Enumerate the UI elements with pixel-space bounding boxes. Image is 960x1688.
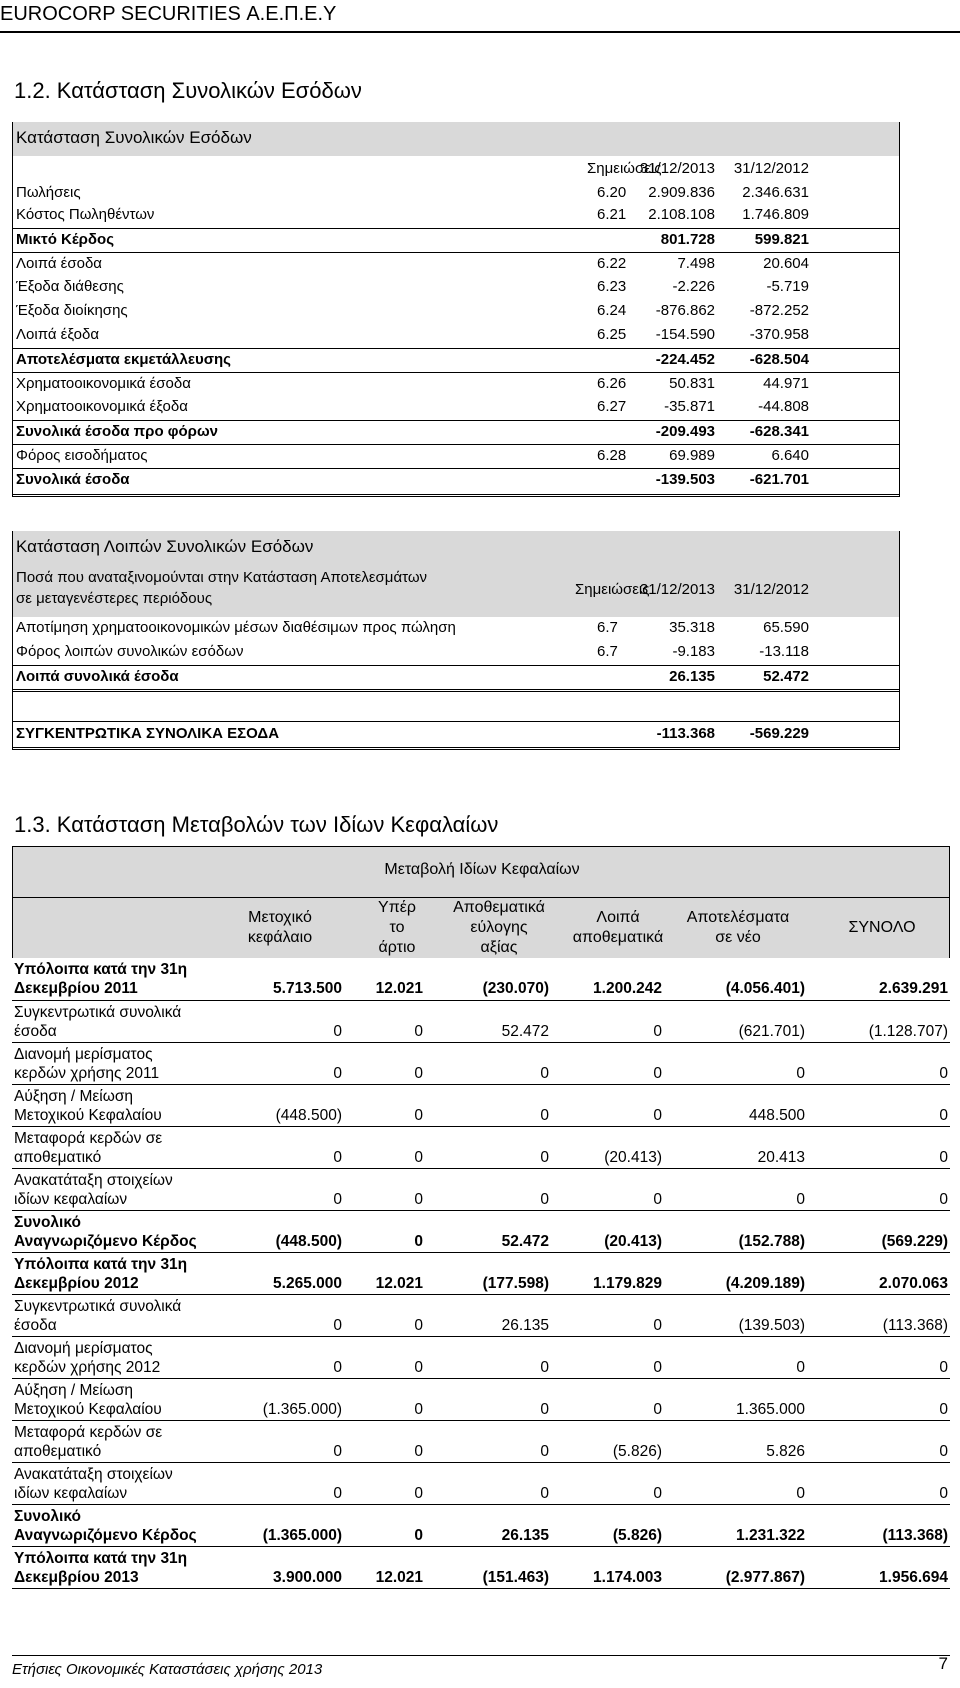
row-label-line-1: Συγκεντρωτικά συνολικά bbox=[14, 1004, 182, 1021]
table-row bbox=[13, 641, 899, 665]
row-value: 0 bbox=[939, 1107, 948, 1124]
row-label: Συνολικά έσοδα bbox=[16, 471, 130, 488]
total-row bbox=[13, 665, 899, 690]
other-income-table bbox=[12, 531, 900, 750]
equity-row bbox=[12, 1042, 950, 1085]
row-value: 0 bbox=[414, 1065, 423, 1082]
row-label: Μικτό Κέρδος bbox=[16, 231, 114, 248]
grand-total-value-2012: -569.229 bbox=[749, 725, 809, 742]
column-header: το bbox=[389, 919, 405, 936]
header-rule bbox=[0, 31, 960, 33]
equity-row bbox=[12, 1252, 950, 1295]
section-title-equity: 1.3. Κατάσταση Μεταβολών των Ιδίων Κεφαλαίων bbox=[14, 812, 499, 837]
equity-row bbox=[12, 1378, 950, 1421]
row-note: 6.24 bbox=[597, 302, 627, 319]
column-header: Αποτελέσματα bbox=[686, 909, 790, 926]
row-value: 0 bbox=[414, 1023, 423, 1040]
table-row bbox=[13, 204, 899, 228]
row-label-line-2: αποθεματικό bbox=[14, 1149, 102, 1166]
row-label-line-1: Υπόλοιπα κατά την 31η bbox=[14, 1550, 188, 1567]
grand-total-row bbox=[13, 721, 899, 748]
row-label: Πωλήσεις bbox=[16, 184, 81, 201]
row-value: 0 bbox=[653, 1359, 662, 1376]
row-label: Συνολικά έσοδα προ φόρων bbox=[16, 423, 218, 440]
row-value: 1.956.694 bbox=[879, 1569, 948, 1586]
row-label: Φόρος εισοδήματος bbox=[16, 447, 148, 464]
row-value-2012: -628.341 bbox=[749, 423, 809, 440]
row-label: Λοιπά έσοδα bbox=[16, 255, 102, 272]
column-header: Σημειώσεις bbox=[587, 160, 662, 177]
row-value: (1.365.000) bbox=[262, 1401, 342, 1418]
table-row bbox=[13, 252, 899, 277]
table-row bbox=[13, 300, 899, 324]
row-label-line-2: Αναγνωριζόμενο Κέρδος bbox=[14, 1527, 197, 1544]
row-value-2012: 44.971 bbox=[763, 375, 809, 392]
equity-row bbox=[12, 1294, 950, 1337]
row-value: 2.070.063 bbox=[879, 1275, 948, 1292]
row-label-line-1: Αύξηση / Μείωση bbox=[14, 1088, 134, 1105]
row-value-2012: -628.504 bbox=[749, 351, 809, 368]
row-value: 52.472 bbox=[501, 1023, 549, 1040]
row-value: 448.500 bbox=[748, 1107, 805, 1124]
row-value: 0 bbox=[414, 1149, 423, 1166]
row-label: Λοιπά έξοδα bbox=[16, 326, 100, 343]
row-label-line-1: Διανομή μερίσματος bbox=[14, 1046, 153, 1063]
row-value: 0 bbox=[333, 1023, 342, 1040]
row-value: (5.826) bbox=[612, 1527, 662, 1544]
row-value: (113.368) bbox=[882, 1527, 948, 1544]
column-header: Λοιπά bbox=[596, 909, 640, 926]
table-title bbox=[13, 531, 899, 565]
grand-total-label: ΣΥΓΚΕΝΤΡΩΤΙΚΑ ΣΥΝΟΛΙΚΑ ΕΣΟΔΑ bbox=[16, 725, 280, 742]
equity-title: Μεταβολή Ιδίων Κεφαλαίων bbox=[384, 861, 580, 878]
row-value: 0 bbox=[414, 1527, 423, 1544]
row-value-2013: 2.108.108 bbox=[648, 206, 715, 223]
row-value: 0 bbox=[540, 1107, 549, 1124]
row-value: 0 bbox=[540, 1485, 549, 1502]
row-label-line-2: κερδών χρήσης 2011 bbox=[14, 1065, 160, 1082]
row-value: (4.209.189) bbox=[725, 1275, 805, 1292]
row-value: 26.135 bbox=[501, 1527, 549, 1544]
row-note: 6.7 bbox=[597, 643, 618, 660]
row-label-line-1: Διανομή μερίσματος bbox=[14, 1340, 153, 1357]
column-header: εύλογης bbox=[470, 919, 528, 936]
row-value-2012: -370.958 bbox=[749, 326, 809, 343]
total-value-2012: 52.472 bbox=[763, 668, 809, 685]
row-note: 6.21 bbox=[597, 206, 627, 223]
row-label: Έξοδα διοίκησης bbox=[16, 302, 128, 319]
footer-rule bbox=[12, 1655, 950, 1656]
row-value: 1.179.829 bbox=[593, 1275, 662, 1292]
row-value: (20.413) bbox=[604, 1149, 662, 1166]
table-row bbox=[13, 372, 899, 397]
row-value: 52.472 bbox=[501, 1233, 549, 1250]
column-header: 31/12/2012 bbox=[733, 581, 809, 598]
table-row bbox=[13, 396, 899, 420]
row-label: Αποτελέσματα εκμετάλλευσης bbox=[16, 351, 231, 368]
row-value: 12.021 bbox=[375, 980, 423, 997]
row-value: (2.977.867) bbox=[725, 1569, 805, 1586]
table-title-text: Κατάσταση Συνολικών Εσόδων bbox=[16, 128, 252, 147]
row-value: 0 bbox=[414, 1317, 423, 1334]
row-note: 6.27 bbox=[597, 398, 627, 415]
row-value: (139.503) bbox=[738, 1317, 805, 1334]
row-label-line-2: έσοδα bbox=[14, 1317, 57, 1334]
row-value: (230.070) bbox=[482, 980, 549, 997]
row-value-2013: -876.862 bbox=[655, 302, 715, 319]
row-value: (1.365.000) bbox=[262, 1527, 342, 1544]
row-note: 6.22 bbox=[597, 255, 627, 272]
row-value: 2.639.291 bbox=[879, 980, 948, 997]
row-value: 0 bbox=[939, 1401, 948, 1418]
row-value: 0 bbox=[414, 1485, 423, 1502]
row-value: 0 bbox=[333, 1443, 342, 1460]
column-header-row bbox=[13, 156, 899, 182]
row-value: 0 bbox=[939, 1149, 948, 1166]
row-value: 0 bbox=[333, 1065, 342, 1082]
row-value: 0 bbox=[414, 1191, 423, 1208]
row-label-line-1: Μεταφορά κερδών σε bbox=[14, 1424, 163, 1441]
row-label-line-2: Αναγνωριζόμενο Κέρδος bbox=[14, 1233, 197, 1250]
table-row bbox=[13, 182, 899, 204]
column-header: άρτιο bbox=[378, 939, 416, 956]
row-value: 0 bbox=[333, 1191, 342, 1208]
column-header: Αποθεματικά bbox=[453, 899, 545, 916]
row-value: 0 bbox=[540, 1401, 549, 1418]
column-header: 31/12/2013 bbox=[639, 160, 715, 177]
row-value: (621.701) bbox=[738, 1023, 805, 1040]
income-statement-table bbox=[12, 122, 900, 497]
row-label-line-1: Υπόλοιπα κατά την 31η bbox=[14, 1256, 188, 1273]
row-value: (177.598) bbox=[482, 1275, 549, 1292]
row-value: 5.826 bbox=[766, 1443, 805, 1460]
row-label-line-1: Συγκεντρωτικά συνολικά bbox=[14, 1298, 182, 1315]
row-value-2012: -13.118 bbox=[759, 643, 809, 660]
row-value: 0 bbox=[540, 1443, 549, 1460]
equity-row bbox=[12, 1000, 950, 1043]
row-label-line-2: έσοδα bbox=[14, 1023, 57, 1040]
equity-row bbox=[12, 1420, 950, 1463]
column-header: κεφάλαιο bbox=[247, 929, 313, 946]
row-value: 12.021 bbox=[375, 1569, 423, 1586]
row-value-2013: -9.183 bbox=[672, 643, 715, 660]
equity-changes-table bbox=[12, 846, 950, 1590]
row-value-2012: -621.701 bbox=[749, 471, 809, 488]
row-value: 20.413 bbox=[757, 1149, 805, 1166]
row-value-2013: 801.728 bbox=[660, 231, 715, 248]
row-value: (569.229) bbox=[881, 1233, 948, 1250]
row-value-2012: -5.719 bbox=[766, 278, 809, 295]
subheader-line-1: Ποσά που αναταξινομούνται στην Κατάσταση Αποτελεσμάτων bbox=[16, 569, 428, 586]
page-number: 7 bbox=[938, 1654, 948, 1673]
row-label-line-1: Αύξηση / Μείωση bbox=[14, 1382, 134, 1399]
row-value: 5.713.500 bbox=[273, 980, 342, 997]
row-value: 0 bbox=[540, 1359, 549, 1376]
row-value-2012: 6.640 bbox=[771, 447, 809, 464]
row-label-line-1: Υπόλοιπα κατά την 31η bbox=[14, 961, 188, 978]
row-label-line-2: Μετοχικού Κεφαλαίου bbox=[14, 1107, 162, 1124]
row-label: Φόρος λοιπών συνολικών εσόδων bbox=[16, 643, 244, 660]
equity-row bbox=[12, 1504, 950, 1547]
row-note: 6.7 bbox=[597, 619, 618, 636]
row-value: 0 bbox=[333, 1485, 342, 1502]
row-value: 0 bbox=[939, 1359, 948, 1376]
equity-row bbox=[12, 1336, 950, 1379]
row-value-2013: 35.318 bbox=[669, 619, 715, 636]
row-value: (4.056.401) bbox=[725, 980, 805, 997]
row-label-line-1: Συνολικό bbox=[14, 1508, 81, 1525]
total-label: Λοιπά συνολικά έσοδα bbox=[16, 668, 179, 685]
total-value-2013: 26.135 bbox=[669, 668, 715, 685]
row-value: 0 bbox=[939, 1443, 948, 1460]
row-value: 0 bbox=[414, 1233, 423, 1250]
row-label-line-1: Ανακατάταξη στοιχείων bbox=[14, 1466, 173, 1483]
equity-row bbox=[12, 1462, 950, 1505]
subheader-row bbox=[13, 565, 899, 617]
row-value: 0 bbox=[414, 1443, 423, 1460]
row-value: 0 bbox=[333, 1359, 342, 1376]
row-label-line-2: ιδίων κεφαλαίων bbox=[14, 1485, 128, 1502]
row-value: (151.463) bbox=[482, 1569, 549, 1586]
row-value: 0 bbox=[796, 1191, 805, 1208]
row-value-2013: 69.989 bbox=[669, 447, 715, 464]
row-value-2013: -139.503 bbox=[655, 471, 715, 488]
table-row bbox=[13, 444, 899, 469]
row-value: 5.265.000 bbox=[273, 1275, 342, 1292]
row-value: 0 bbox=[653, 1191, 662, 1208]
row-label-line-2: Μετοχικού Κεφαλαίου bbox=[14, 1401, 162, 1418]
row-value: (113.368) bbox=[882, 1317, 948, 1334]
row-label-line-2: Δεκεμβρίου 2012 bbox=[14, 1275, 139, 1292]
row-value: 0 bbox=[796, 1359, 805, 1376]
row-label-line-1: Συνολικό bbox=[14, 1214, 81, 1231]
row-label-line-1: Μεταφορά κερδών σε bbox=[14, 1130, 163, 1147]
row-value-2012: 20.604 bbox=[763, 255, 809, 272]
row-value: 0 bbox=[653, 1401, 662, 1418]
footer-text: Ετήσιες Οικονομικές Καταστάσεις χρήσης 2013 bbox=[12, 1661, 323, 1678]
equity-row bbox=[12, 1210, 950, 1253]
row-value-2013: -35.871 bbox=[664, 398, 715, 415]
row-value: 0 bbox=[653, 1107, 662, 1124]
row-value: 0 bbox=[414, 1107, 423, 1124]
row-value-2013: 50.831 bbox=[669, 375, 715, 392]
subheader-line-2: σε μεταγενέστερες περιόδους bbox=[16, 590, 213, 607]
row-label-line-2: Δεκεμβρίου 2013 bbox=[14, 1569, 139, 1586]
row-value: 3.900.000 bbox=[273, 1569, 342, 1586]
row-value: 0 bbox=[796, 1485, 805, 1502]
company-name: EUROCORP SECURITIES Α.Ε.Π.Ε.Υ bbox=[0, 3, 337, 25]
table-title-text: Κατάσταση Λοιπών Συνολικών Εσόδων bbox=[16, 537, 314, 556]
column-header: αξίας bbox=[480, 939, 518, 956]
row-value: (1.128.707) bbox=[868, 1023, 948, 1040]
table-row bbox=[13, 228, 899, 253]
row-value-2013: 2.909.836 bbox=[648, 184, 715, 201]
row-value-2013: -2.226 bbox=[672, 278, 715, 295]
row-label: Αποτίμηση χρηματοοικονομικών μέσων διαθέσιμων προς πώληση bbox=[16, 619, 456, 636]
row-value: 0 bbox=[540, 1149, 549, 1166]
row-value-2012: 1.746.809 bbox=[742, 206, 809, 223]
column-header: 31/12/2012 bbox=[733, 160, 809, 177]
equity-row bbox=[12, 1168, 950, 1211]
equity-row bbox=[12, 1126, 950, 1169]
table-row bbox=[13, 420, 899, 445]
equity-row bbox=[12, 1084, 950, 1127]
row-value: 26.135 bbox=[501, 1317, 549, 1334]
column-header: σε νέο bbox=[715, 929, 761, 946]
row-value-2012: 2.346.631 bbox=[742, 184, 809, 201]
row-value: (20.413) bbox=[604, 1233, 662, 1250]
row-label-line-2: κερδών χρήσης 2012 bbox=[14, 1359, 161, 1376]
equity-row bbox=[12, 958, 950, 1000]
grand-total-bottom-rule bbox=[13, 747, 899, 750]
table-row bbox=[13, 324, 899, 348]
row-note: 6.20 bbox=[597, 184, 627, 201]
row-label: Χρηματοοικονομικά έσοδα bbox=[16, 375, 191, 392]
row-label: Κόστος Πωληθέντων bbox=[16, 206, 155, 223]
column-header: Υπέρ bbox=[378, 899, 416, 916]
grand-total-value-2013: -113.368 bbox=[656, 725, 715, 742]
row-value: 0 bbox=[540, 1191, 549, 1208]
row-value: (152.788) bbox=[738, 1233, 805, 1250]
row-value: 0 bbox=[939, 1191, 948, 1208]
row-value: 0 bbox=[653, 1317, 662, 1334]
table-row bbox=[13, 468, 899, 495]
row-note: 6.28 bbox=[597, 447, 627, 464]
row-value-2013: -154.590 bbox=[655, 326, 715, 343]
table-row bbox=[13, 617, 899, 641]
row-value: 0 bbox=[333, 1317, 342, 1334]
row-value: 12.021 bbox=[375, 1275, 423, 1292]
row-value-2012: 599.821 bbox=[754, 231, 809, 248]
row-label-line-2: Δεκεμβρίου 2011 bbox=[14, 980, 138, 997]
row-value: (5.826) bbox=[612, 1443, 662, 1460]
column-header: αποθεματικά bbox=[572, 929, 664, 946]
row-value: 0 bbox=[653, 1485, 662, 1502]
row-value: 1.365.000 bbox=[736, 1401, 805, 1418]
row-value-2012: 65.590 bbox=[763, 619, 809, 636]
column-header: 31/12/2013 bbox=[639, 581, 715, 598]
row-label-line-2: αποθεματικό bbox=[14, 1443, 102, 1460]
row-value-2013: -209.493 bbox=[655, 423, 715, 440]
row-label-line-2: ιδίων κεφαλαίων bbox=[14, 1191, 128, 1208]
row-value: 0 bbox=[939, 1485, 948, 1502]
total-bottom-rule bbox=[13, 689, 899, 692]
equity-bottom-rule bbox=[12, 1588, 950, 1589]
row-value-2012: -872.252 bbox=[749, 302, 809, 319]
row-value-2012: -44.808 bbox=[758, 398, 809, 415]
row-label-line-1: Ανακατάταξη στοιχείων bbox=[14, 1172, 173, 1189]
row-value: 1.200.242 bbox=[593, 980, 662, 997]
row-value-2013: -224.452 bbox=[655, 351, 715, 368]
row-value: 0 bbox=[414, 1401, 423, 1418]
row-value: (448.500) bbox=[275, 1107, 342, 1124]
column-header: Σημειώσεις bbox=[575, 581, 650, 598]
row-value: (448.500) bbox=[275, 1233, 342, 1250]
section-title-income: 1.2. Κατάσταση Συνολικών Εσόδων bbox=[14, 78, 362, 103]
row-value-2013: 7.498 bbox=[677, 255, 715, 272]
column-header: ΣΥΝΟΛΟ bbox=[848, 919, 916, 936]
row-note: 6.26 bbox=[597, 375, 627, 392]
table-row bbox=[13, 276, 899, 300]
row-value: 0 bbox=[540, 1065, 549, 1082]
column-header: Μετοχικό bbox=[248, 909, 312, 926]
table-bottom-rule bbox=[13, 494, 899, 497]
equity-title-band bbox=[12, 846, 950, 898]
row-value: 1.231.322 bbox=[736, 1527, 805, 1544]
row-note: 6.23 bbox=[597, 278, 627, 295]
row-value: 0 bbox=[653, 1023, 662, 1040]
row-label: Έξοδα διάθεσης bbox=[16, 278, 124, 295]
row-label: Χρηματοοικονομικά έξοδα bbox=[16, 398, 188, 415]
row-value: 0 bbox=[653, 1065, 662, 1082]
row-value: 1.174.003 bbox=[593, 1569, 662, 1586]
equity-row bbox=[12, 1546, 950, 1589]
table-title bbox=[13, 122, 899, 156]
row-value: 0 bbox=[333, 1149, 342, 1166]
table-row bbox=[13, 348, 899, 373]
row-value: 0 bbox=[939, 1065, 948, 1082]
row-note: 6.25 bbox=[597, 326, 627, 343]
row-value: 0 bbox=[414, 1359, 423, 1376]
row-value: 0 bbox=[796, 1065, 805, 1082]
